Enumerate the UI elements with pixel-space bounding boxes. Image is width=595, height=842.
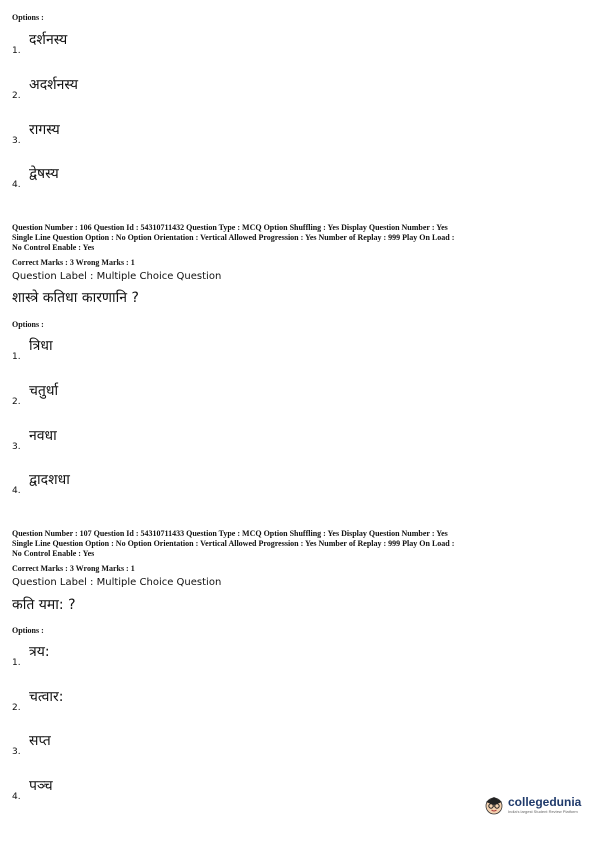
option-number: 3. xyxy=(12,136,21,146)
marks-line: Correct Marks : 3 Wrong Marks : 1 xyxy=(12,258,135,267)
option-number: 2. xyxy=(12,91,21,101)
option-text: रागस्य xyxy=(29,122,60,138)
option-item[interactable] xyxy=(12,336,312,376)
logo-tagline: India's largest Student Review Platform xyxy=(508,809,578,814)
option-text: दर्शनस्य xyxy=(29,32,68,48)
option-text: द्वेषस्य xyxy=(29,166,59,182)
option-text: चतुर्धा xyxy=(29,383,59,399)
option-text: सप्त xyxy=(29,733,51,749)
meta-line: No Control Enable : Yes xyxy=(12,243,95,252)
meta-line: Question Number : 106 Question Id : 54310711432 Question Type : MCQ Option Shuffling : Yes Display Question Number : Yes xyxy=(12,223,448,232)
option-item[interactable] xyxy=(12,75,312,115)
options-heading: Options : xyxy=(12,13,44,22)
option-item[interactable] xyxy=(12,164,312,204)
option-item[interactable] xyxy=(12,30,312,70)
option-text: द्वादशधा xyxy=(29,472,70,488)
question-text: कति यमा: ? xyxy=(12,597,76,613)
option-text: त्रिधा xyxy=(29,338,53,354)
student-mascot-icon xyxy=(483,794,505,816)
option-number: 3. xyxy=(12,747,21,757)
option-number: 1. xyxy=(12,352,21,362)
option-item[interactable] xyxy=(12,381,312,421)
options-heading: Options : xyxy=(12,320,44,329)
options-heading: Options : xyxy=(12,626,44,635)
option-item[interactable] xyxy=(12,426,312,466)
option-number: 1. xyxy=(12,46,21,56)
option-text: अदर्शनस्य xyxy=(29,77,78,93)
option-item[interactable] xyxy=(12,120,312,160)
option-item[interactable] xyxy=(12,776,312,816)
option-number: 2. xyxy=(12,397,21,407)
option-text: नवधा xyxy=(29,428,57,444)
meta-line: Single Line Question Option : No Option Orientation : Vertical Allowed Progression : Yes Number of Replay : 999 Play On Load : xyxy=(12,539,455,548)
option-item[interactable] xyxy=(12,470,312,510)
option-number: 4. xyxy=(12,792,21,802)
meta-line: No Control Enable : Yes xyxy=(12,549,95,558)
option-text: त्रय: xyxy=(29,644,50,660)
marks-line: Correct Marks : 3 Wrong Marks : 1 xyxy=(12,564,135,573)
option-number: 4. xyxy=(12,486,21,496)
option-text: पञ्च xyxy=(29,778,53,794)
meta-line: Question Number : 107 Question Id : 54310711433 Question Type : MCQ Option Shuffling : Yes Display Question Number : Yes xyxy=(12,529,448,538)
option-number: 1. xyxy=(12,658,21,668)
question-label: Question Label : Multiple Choice Question xyxy=(12,577,222,588)
logo-name: collegedunia xyxy=(508,795,582,809)
option-text: चत्वार: xyxy=(29,689,64,705)
option-number: 4. xyxy=(12,180,21,190)
option-item[interactable] xyxy=(12,642,312,682)
question-meta xyxy=(12,223,584,253)
option-number: 3. xyxy=(12,442,21,452)
question-label: Question Label : Multiple Choice Question xyxy=(12,271,222,282)
question-text: शास्त्रे कतिधा कारणानि ? xyxy=(12,290,139,306)
question-meta xyxy=(12,529,584,559)
meta-line: Single Line Question Option : No Option Orientation : Vertical Allowed Progression : Yes Number of Replay : 999 Play On Load : xyxy=(12,233,455,242)
option-item[interactable] xyxy=(12,731,312,771)
option-item[interactable] xyxy=(12,687,312,727)
option-number: 2. xyxy=(12,703,21,713)
collegedunia-logo xyxy=(483,792,582,818)
